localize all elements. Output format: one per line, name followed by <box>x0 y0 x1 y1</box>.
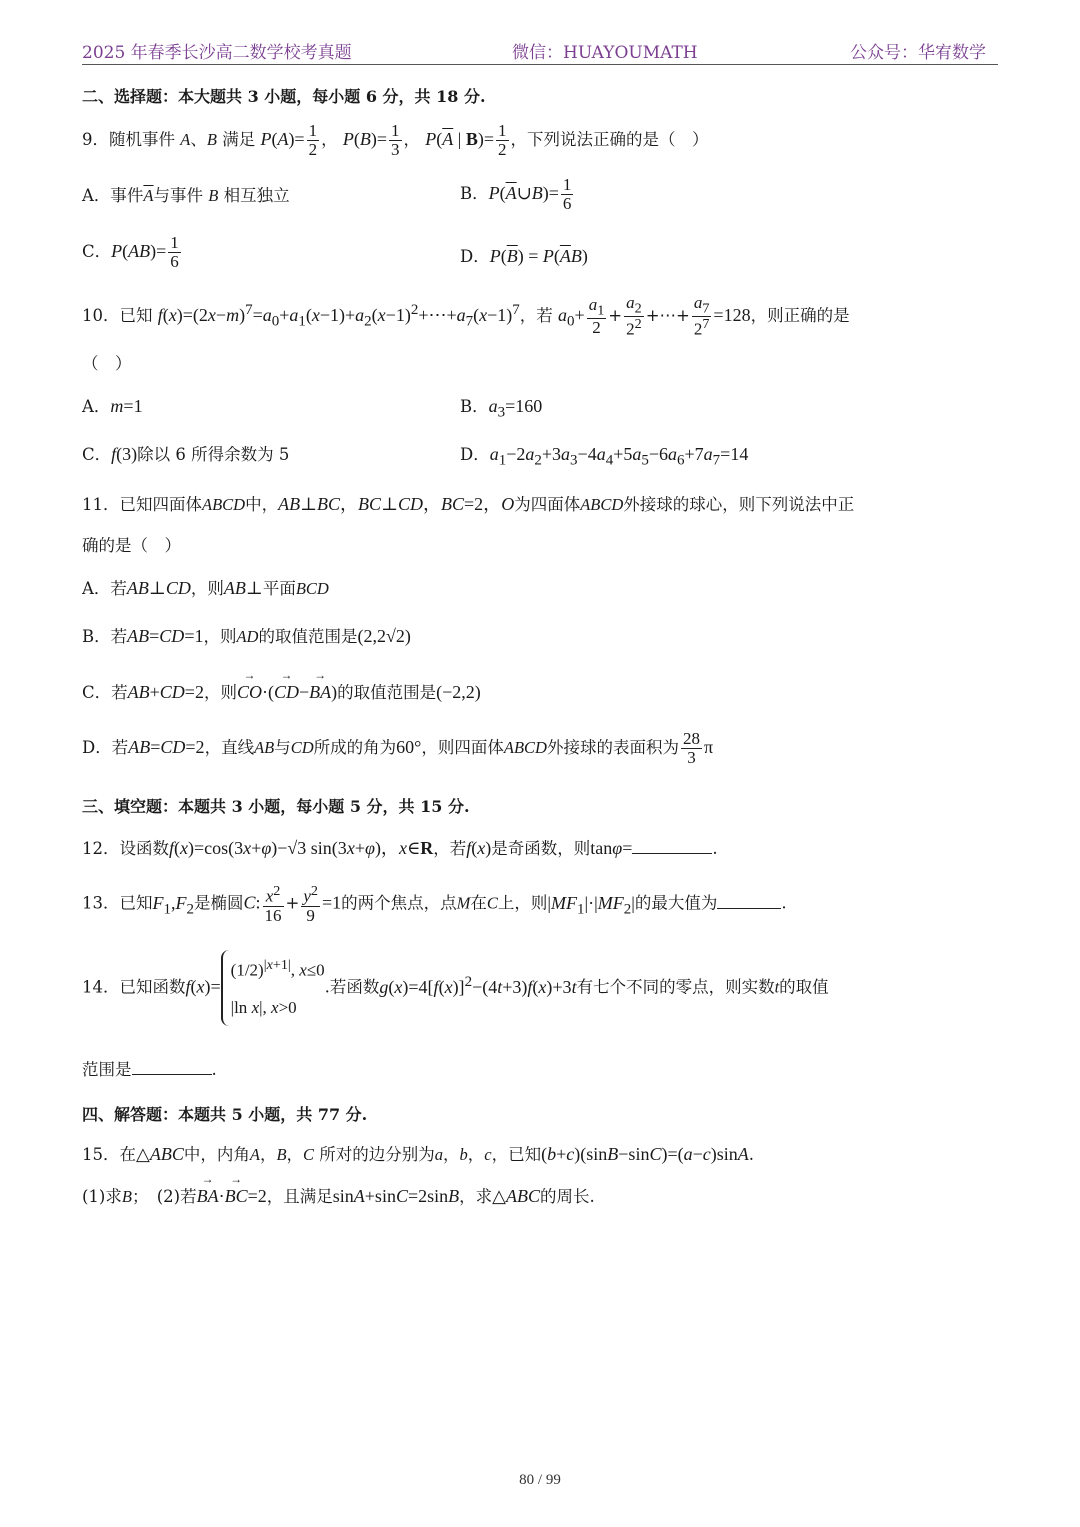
q9-option-d: D．$P(\overline{B}) = P(\overline{A}B)$ <box>460 246 588 266</box>
header-title: 2025 年春季长沙高二数学校考真题 <box>82 43 352 63</box>
piecewise-function: $(1/2)^{|x+1|}$, x≤0 |ln x|, x>0 <box>221 950 325 1026</box>
page-number: 80 / 99 <box>519 1472 561 1488</box>
q14-line2: 范围是 . <box>82 1060 217 1079</box>
q12-answer-blank[interactable] <box>632 837 712 854</box>
q10-option-d: D．$a_1-2a_2+3a_3-4a_4+5a_5-6a_6+7a_7=14$ <box>460 444 749 469</box>
q10-option-c: C．f(3)除以 6 所得余数为 5 <box>82 444 290 464</box>
header-wechat: 微信：HUAYOUMATH <box>512 43 698 63</box>
question-11: 11．已知四面体ABCD中，AB⊥BC，BC⊥CD，BC=2，O为四面体ABCD外接球的球心，则下列说法中正 <box>82 494 855 514</box>
q11-option-c: C．若AB+CD=2，则→ CO·(→ CD−→ BA)的取值范围是(−2,2) <box>82 680 998 705</box>
question-12: 12．设函数f(x)=cos(3x+φ)−√3 sin(3x+φ)，x∈R，若f(x)是奇函数，则tanφ= . <box>82 838 718 858</box>
q13-answer-blank[interactable] <box>717 892 781 909</box>
q10-option-a: A．m=1 <box>82 396 143 416</box>
q15-parts: (1)求B； (2)若→ BA·→ BC=2，且满足sinA+sinC=2sinB，求△ABC的周长. <box>82 1184 998 1209</box>
question-15: 15．在△ABC中，内角A，B，C 所对的边分别为a，b，c，已知(b+c)(sinB−sinC)=(a−c)sinA. <box>82 1144 755 1164</box>
q11-option-d: D．若AB=CD=2，直线AB与CD所成的角为60°，则四面体ABCD外接球的表面积为 $\frac{28}{3}$ π <box>82 729 714 767</box>
header-account: 公众号：华宥数学 <box>850 43 986 63</box>
q9-option-b: B．$P(\overline{A}\cup B)=$ $\frac{1}{6}$ <box>460 175 572 213</box>
question-9: 9．随机事件 A、B 满足 P(A)= $\frac{1}{2}$ ， P(B)= $\frac{1}{3}$ ， $P(\overline{A}$ | B)= $\frac{1}{2}$ ，下列说法正确的是（ ） <box>82 121 709 159</box>
q10-paren: （ ） <box>82 354 132 373</box>
question-14: 14．已知函数$f(x)=(1/2)^{|x+1|}$, x≤0 |ln x|, x>0.若函数$g(x)=4[f(x)]^2-(4t+3)f(x)+3t$有七个不同的零点，则实数t的取值 <box>82 950 998 1026</box>
section-3-heading: 三、填空题：本题共 3 小题，每小题 5 分，共 15 分. <box>82 797 470 816</box>
q9-option-a: A．事件$\overline{A}$与事件 B 相互独立 <box>82 186 290 205</box>
q11-option-b: B．若AB=CD=1，则AD的取值范围是(2,2√2) <box>82 626 411 646</box>
question-10: 10．已知 $f(x)=(2x-m)^7=a_0+a_1(x-1)+a_2(x-1)^2+\cdots+a_7(x-1)^7$，若 $a_0+$ $\frac{a_1}{2}$ + $\frac{a_2}{2^2}$ +⋯+ $\frac{a_7}{2^7}$ =128，则正确的是 <box>82 293 850 339</box>
section-2-heading: 二、选择题：本大题共 3 小题，每小题 6 分，共 18 分. <box>82 87 486 106</box>
q11-option-a: A．若AB⊥CD，则AB⊥平面BCD <box>82 578 329 598</box>
question-13: 13．已知$F_1,F_2$是椭圆C: $\frac{x^2}{16}$ + $\frac{y^2}{9}$ =1的两个焦点，点M在C上，则$|MF_1|\cdot|MF_2|$的最大值为 . <box>82 883 787 925</box>
q10-option-b: B．$a_3=160$ <box>460 396 543 421</box>
q11-line2: 确的是（ ） <box>82 536 181 555</box>
q14-answer-blank[interactable] <box>132 1058 212 1075</box>
page-header <box>82 38 998 65</box>
section-4-heading: 四、解答题：本题共 5 小题，共 77 分. <box>82 1105 368 1124</box>
q9-option-c: C．P(AB)= $\frac{1}{6}$ <box>82 233 179 271</box>
